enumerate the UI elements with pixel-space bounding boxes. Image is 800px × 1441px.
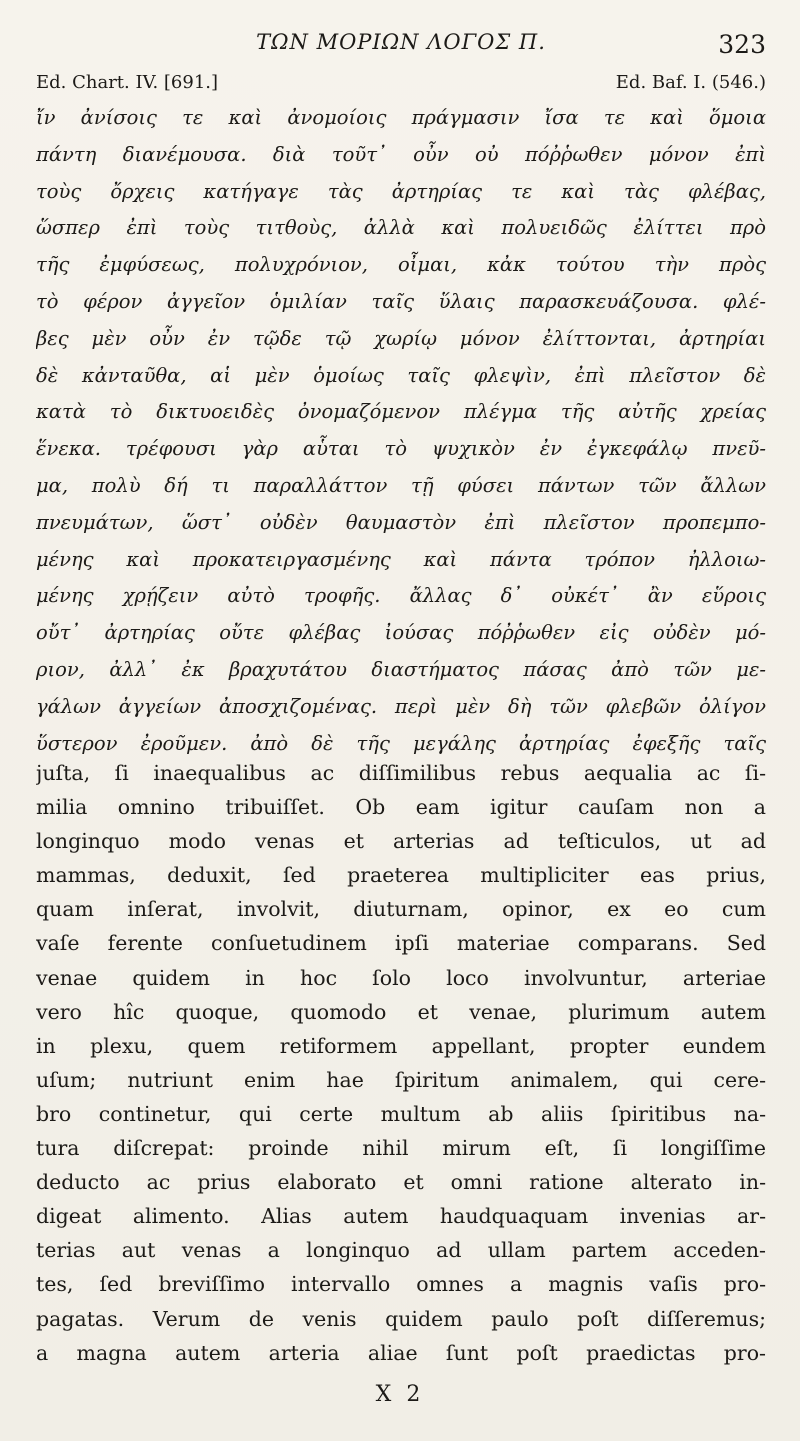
latin-line: longinquo modo venas et arterias ad teſticulos, ut ad: [36, 829, 766, 854]
latin-line: uſum; nutriunt enim hae ſpiritum animalem, qui cere-: [36, 1067, 766, 1092]
latin-line: pagatas. Verum de venis quidem paulo poſt diſſeremus;: [36, 1306, 766, 1331]
greek-line: πνευμάτων, ὥστ᾿ οὐδὲν θαυμαστὸν ἐπὶ πλεῖστον προπεμπο-: [36, 510, 766, 534]
latin-line: vaſe ferente conſuetudinem ipſi materiae comparans. Sed: [36, 931, 766, 956]
edition-chartier: Ed. Chart. IV. [691.]: [36, 72, 219, 93]
latin-line: a magna autem arteria aliae ſunt poſt praedictas pro-: [36, 1340, 766, 1365]
greek-line: γάλων ἀγγείων ἀποσχιζομένας. περὶ μὲν δὴ τῶν φλεβῶν ὀλίγον: [36, 694, 766, 718]
running-head: [36, 30, 766, 62]
running-title: ΤΩΝ ΜΟΡΙΩΝ ΛΟΓΟΣ Π.: [256, 30, 546, 54]
latin-line: tura diſcrepat: proinde nihil mirum eſt, ſi longiſſime: [36, 1136, 766, 1161]
greek-line: ὕστερον ἐροῦμεν. ἀπὸ δὲ τῆς μεγάλης ἀρτηρίας ἐφεξῆς ταῖς: [36, 731, 766, 755]
signature-mark: X 2: [375, 1382, 425, 1407]
latin-line: venae quidem in hoc ſolo loco involvuntur, arteriae: [36, 965, 766, 990]
edition-basel: Ed. Baf. I. (546.): [615, 72, 766, 93]
latin-line: digeat alimento. Alias autem haudquaquam invenias ar-: [36, 1204, 766, 1229]
latin-text-block: [36, 756, 766, 1370]
latin-line: deducto ac prius elaborato et omni ratione alterato in-: [36, 1170, 766, 1195]
greek-line: τὸ φέρον ἀγγεῖον ὁμιλίαν ταῖς ὕλαις παρασκευάζουσα. φλέ-: [36, 289, 766, 313]
latin-line: terias aut venas a longinquo ad ullam partem acceden-: [36, 1238, 766, 1263]
latin-line: milia omnino tribuiſſet. Ob eam igitur cauſam non a: [36, 795, 766, 820]
latin-line: tes, ſed breviſſimo intervallo omnes a magnis vaſis pro-: [36, 1272, 766, 1297]
latin-line: mammas, deduxit, ſed praeterea multipliciter eas prius,: [36, 863, 766, 888]
greek-line: ἕνεκα. τρέφουσι γὰρ αὗται τὸ ψυχικὸν ἐν ἐγκεφάλῳ πνεῦ-: [36, 437, 766, 461]
greek-line: κατὰ τὸ δικτυοειδὲς ὀνομαζόμενον πλέγμα τῆς αὐτῆς χρείας: [36, 400, 766, 424]
greek-line: ἴν ἀνίσοις τε καὶ ἀνομοίοις πράγμασιν ἴσα τε καὶ ὅμοια: [36, 106, 766, 129]
latin-line: bro continetur, qui certe multum ab aliis ſpiritibus na-: [36, 1101, 766, 1126]
greek-line: τοὺς ὄρχεις κατήγαγε τὰς ἀρτηρίας τε καὶ τὰς φλέβας,: [36, 179, 766, 203]
greek-line: οὔτ᾿ ἀρτηρίας οὔτε φλέβας ἰούσας πόῤῥωθεν εἰς οὐδὲν μό-: [36, 621, 766, 645]
greek-line: τῆς ἐμφύσεως, πολυχρόνιον, οἶμαι, κἀκ τούτου τὴν πρὸς: [36, 253, 766, 277]
greek-line: μα, πολὺ δή τι παραλλάττον τῇ φύσει πάντων τῶν ἄλλων: [36, 473, 766, 497]
greek-line: βες μὲν οὖν ἐν τῷδε τῷ χωρίῳ μόνον ἐλίττονται, ἀρτηρίαι: [36, 326, 766, 350]
greek-line: ριον, ἀλλ᾿ ἐκ βραχυτάτου διαστήματος πάσας ἀπὸ τῶν με-: [36, 657, 766, 681]
latin-line: quam inſerat, involvit, diuturnam, opinor, ex eo cum: [36, 897, 766, 922]
page-number: 323: [718, 30, 766, 59]
greek-line: ὥσπερ ἐπὶ τοὺς τιτθοὺς, ἀλλὰ καὶ πολυειδῶς ἐλίττει πρὸ: [36, 216, 766, 240]
greek-line: πάντη διανέμουσα. διὰ τοῦτ᾿ οὖν οὐ πόῤῥωθεν μόνον ἐπὶ: [36, 142, 766, 166]
latin-line: in plexu, quem retiformem appellant, propter eundem: [36, 1033, 766, 1058]
greek-line: μένης χρῄζειν αὐτὸ τροφῆς. ἄλλας δ᾿ οὐκέτ᾿ ἂν εὕροις: [36, 584, 766, 608]
latin-line: vero hîc quoque, quomodo et venae, plurimum autem: [36, 999, 766, 1024]
edition-references: [36, 72, 766, 98]
latin-line: juſta, ſi inaequalibus ac diſſimilibus rebus aequalia ac ſi-: [36, 761, 766, 785]
greek-line: δὲ κἀνταῦθα, αἱ μὲν ὁμοίως ταῖς φλεψὶν, ἐπὶ πλεῖστον δὲ: [36, 363, 766, 387]
greek-line: μένης καὶ προκατειργασμένης καὶ πάντα τρόπον ἠλλοιω-: [36, 547, 766, 571]
greek-text-block: [36, 100, 766, 762]
